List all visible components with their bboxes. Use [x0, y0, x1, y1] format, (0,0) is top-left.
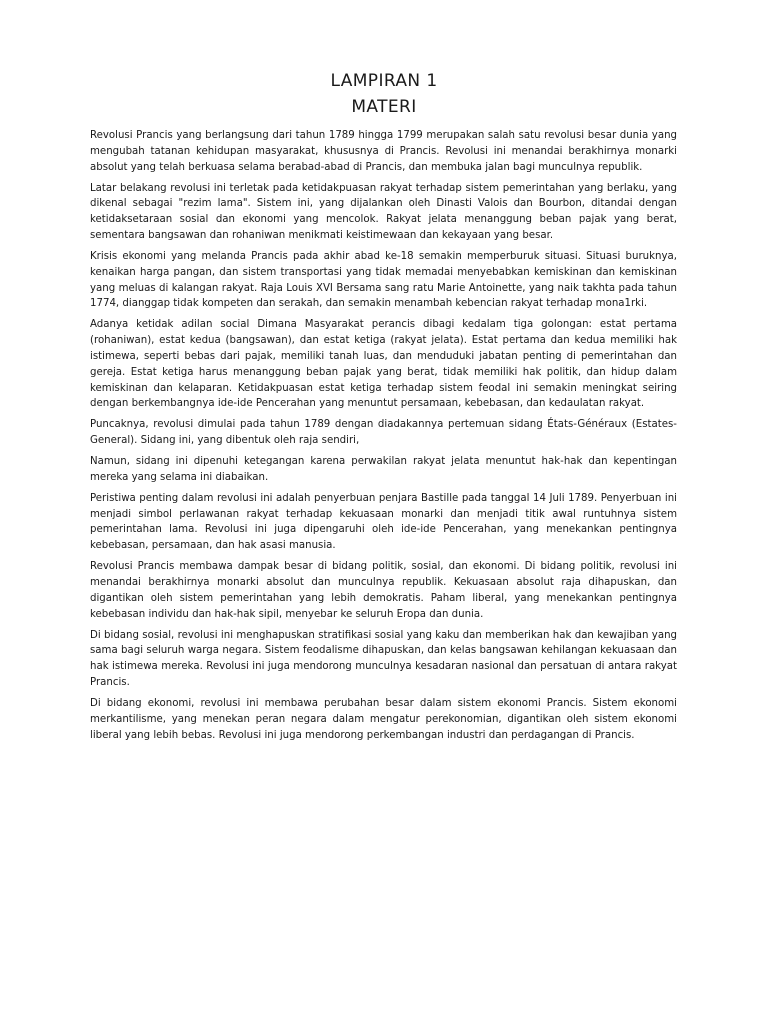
paragraph: Peristiwa penting dalam revolusi ini adalah penyerbuan penjara Bastille pada tanggal 14 Juli 1789. Penyerbuan ini menjadi simbol perlawanan rakyat terhadap kekuasaan monarki dan menjadi titik awal runtuhnya sistem pemerintahan lama. Revolusi ini juga dipengaruhi oleh ide-ide Pencerahan, yang menekankan pentingnya kebebasan, persamaan, dan hak asasi manusia. [90, 492, 677, 552]
document-body [90, 128, 677, 749]
paragraph: Adanya ketidak adilan social Dimana Masyarakat perancis dibagi kedalam tiga golongan: estat pertama (rohaniwan), estat kedua (bangsawan), dan estat ketiga (rakyat jelata). Estat pertama dan kedua memiliki hak istimewa, seperti bebas dari pajak, memiliki tanah luas, dan menduduki jabatan penting di pemerintahan dan gereja. Estat ketiga harus menanggung beban pajak yang berat, tidak memiliki hak politik, dan hidup dalam kemiskinan dan kelaparan. Ketidakpuasan estat ketiga terhadap sistem feodal ini semakin meningkat seiring dengan berkembangnya ide-ide Pencerahan yang menuntut persamaan, kebebasan, dan kedaulatan rakyat. [90, 319, 677, 410]
paragraph: Puncaknya, revolusi dimulai pada tahun 1789 dengan diadakannya pertemuan sidang États-Généraux (Estates-General). Sidang ini, yang dibentuk oleh raja sendiri, [90, 419, 677, 447]
paragraph: Revolusi Prancis yang berlangsung dari tahun 1789 hingga 1799 merupakan salah satu revolusi besar dunia yang mengubah tatanan kehidupan masyarakat, khususnya di Prancis. Revolusi ini menandai berakhirnya monarki absolut yang telah berkuasa selama berabad-abad di Prancis, dan membuka jalan bagi munculnya republik. [90, 130, 677, 173]
page-subtitle: MATERI [351, 97, 417, 117]
paragraph: Namun, sidang ini dipenuhi ketegangan karena perwakilan rakyat jelata menuntut hak-hak dan kepentingan mereka yang selama ini diabaikan. [90, 456, 677, 483]
paragraph: Revolusi Prancis membawa dampak besar di bidang politik, sosial, dan ekonomi. Di bidang politik, revolusi ini menandai berakhirnya monarki absolut dan munculnya republik. Kekuasaan absolut raja dihapuskan, dan digantikan oleh sistem pemerintahan yang lebih demokratis. Paham liberal, yang menekankan pentingnya kebebasan individu dan hak-hak sipil, menyebar ke seluruh Eropa dan dunia. [90, 561, 677, 620]
title-block [0, 68, 768, 120]
paragraph: Di bidang sosial, revolusi ini menghapuskan stratifikasi sosial yang kaku dan memberikan hak dan kewajiban yang sama bagi seluruh warga negara. Sistem feodalisme dihapuskan, dan kelas bangsawan kehilangan kekuasaan dan hak istimewa mereka. Revolusi ini juga mendorong munculnya kesadaran nasional dan persatuan di antara rakyat Prancis. [90, 629, 677, 688]
page-title: LAMPIRAN 1 [330, 71, 438, 91]
paragraph: Latar belakang revolusi ini terletak pada ketidakpuasan rakyat terhadap sistem pemerintahan yang berlaku, yang dikenal sebagai "rezim lama". Sistem ini, yang dijalankan oleh Dinasti Valois dan Bourbon, ditandai dengan ketidaksetaraan sosial dan ekonomi yang mencolok. Rakyat jelata menanggung beban pajak yang berat, sementara bangsawan dan rohaniwan menikmati keistimewaan dan kekayaan yang besar. [90, 182, 677, 241]
paragraph: Krisis ekonomi yang melanda Prancis pada akhir abad ke-18 semakin memperburuk situasi. Situasi buruknya, kenaikan harga pangan, dan sistem transportasi yang tidak memadai menyebabkan kemiskinan dan kemiskinan yang meluas di kalangan rakyat. Raja Louis XVI Bersama sang ratu Marie Antoinette, yang naik takhta pada tahun 1774, dianggap tidak kompeten dan serakah, dan semakin menambah kebencian rakyat terhadap mona1rki. [90, 250, 677, 310]
paragraph: Di bidang ekonomi, revolusi ini membawa perubahan besar dalam sistem ekonomi Prancis. Sistem ekonomi merkantilisme, yang menekan peran negara dalam mengatur perekonomian, digantikan oleh sistem ekonomi liberal yang lebih bebas. Revolusi ini juga mendorong perkembangan industri dan perdagangan di Prancis. [90, 697, 677, 741]
